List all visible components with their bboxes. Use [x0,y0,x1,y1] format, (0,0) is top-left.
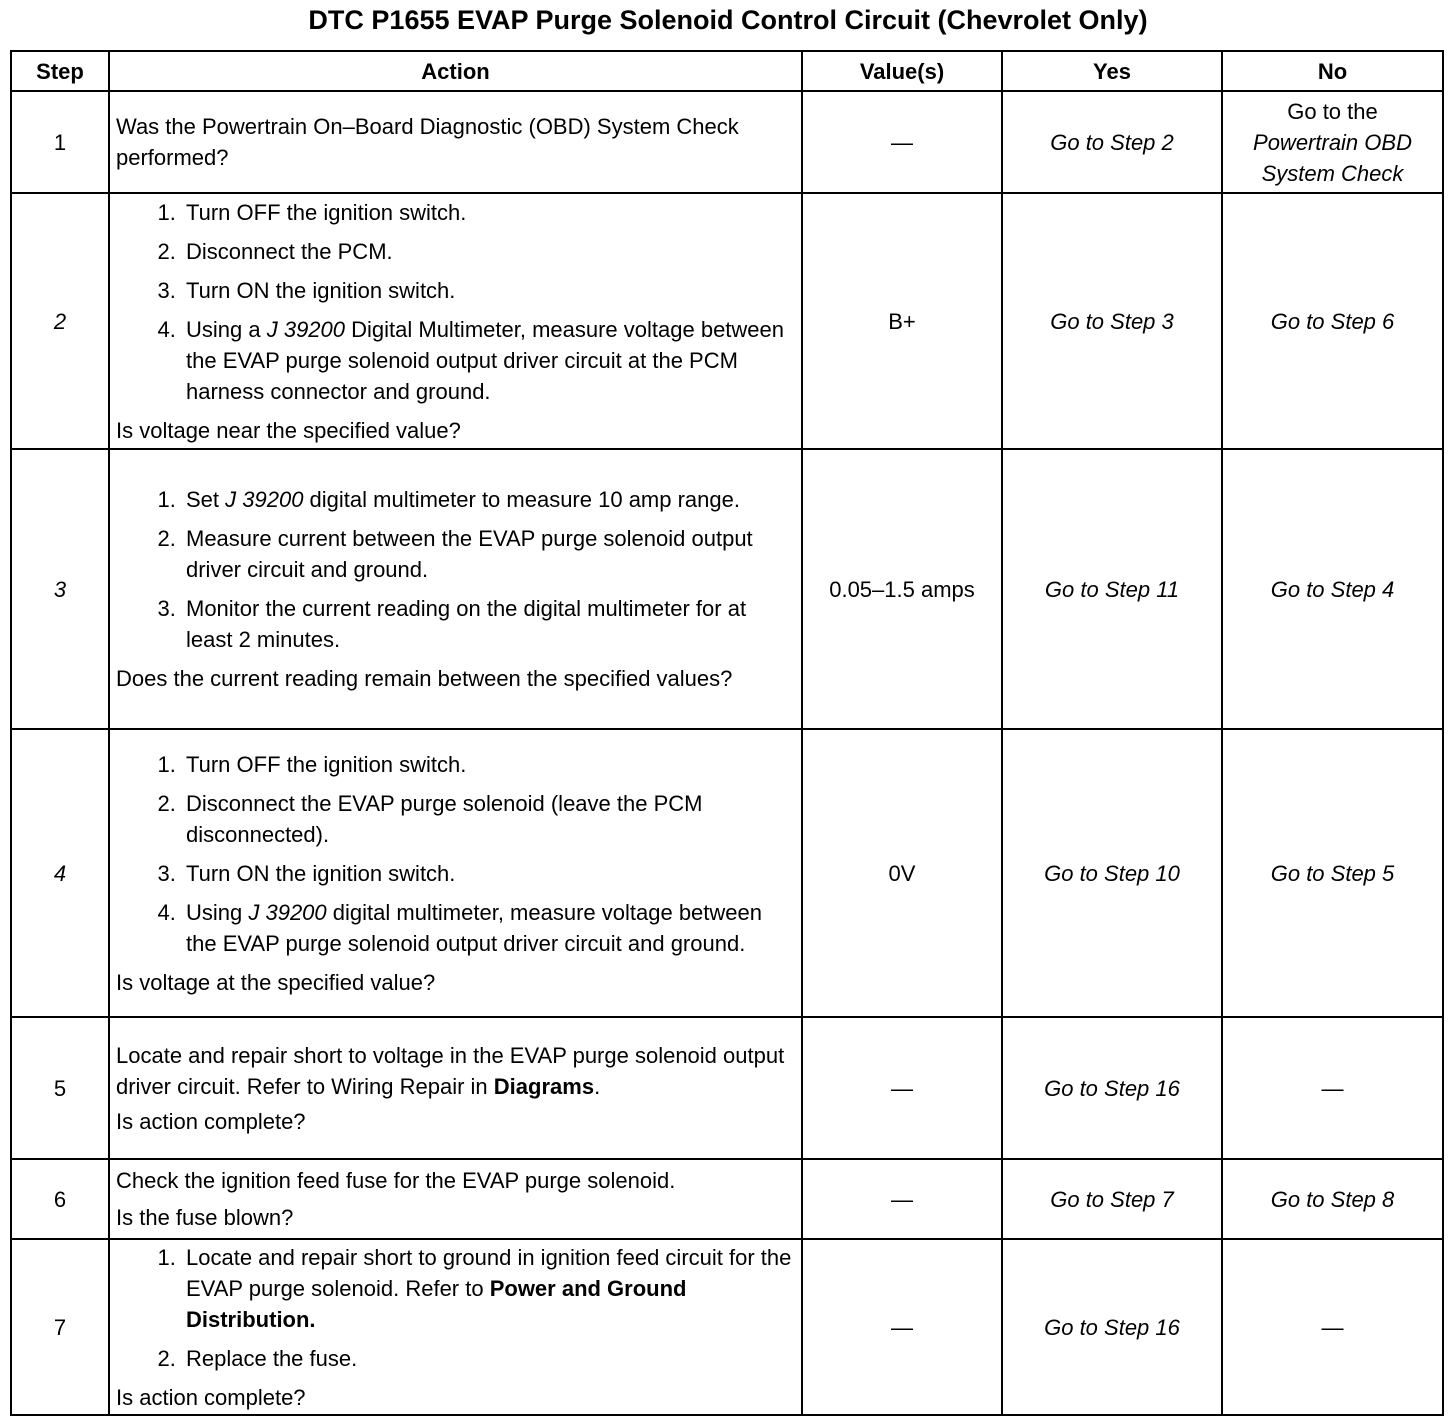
action-step: 2. Disconnect the EVAP purge solenoid (leave the PCM disconnected). [182,788,795,850]
value-cell: — [802,1239,1002,1415]
header-no: No [1222,51,1443,91]
step-text: Locate and repair short to ground in ignition feed circuit for the EVAP purge solenoid. Refer to [186,1244,792,1301]
yes-cell: Go to Step 7 [1002,1159,1222,1239]
action-cell [109,193,802,449]
action-text: Was the Powertrain On–Board Diagnostic (OBD) System Check performed? [116,114,739,170]
action-step: 2. Disconnect the PCM. [182,236,795,267]
action-step [182,314,795,407]
no-line: System Check [1261,160,1404,186]
page-title: DTC P1655 EVAP Purge Solenoid Control Circuit (Chevrolet Only) [308,5,1148,35]
action-step [182,897,795,959]
value-cell: B+ [802,193,1002,449]
step-number: 1 [11,91,109,193]
yes-cell: Go to Step 3 [1002,193,1222,449]
step-number: 3 [11,449,109,729]
action-cell [109,729,802,1017]
yes-cell: Go to Step 11 [1002,449,1222,729]
value-cell: 0.05–1.5 amps [802,449,1002,729]
step-number: 6 [11,1159,109,1239]
header-row [11,51,1443,91]
yes-cell: Go to Step 16 [1002,1239,1222,1415]
action-question: Is voltage at the specified value? [116,969,436,995]
no-cell: Go to Step 8 [1222,1159,1443,1239]
no-line: Go to the [1287,98,1378,124]
step-text: Using a [186,316,267,342]
step-text: digital multimeter to measure 10 amp range. [303,487,740,512]
action-step: 1. Turn OFF the ignition switch. [182,749,795,780]
yes-cell: Go to Step 2 [1002,91,1222,193]
action-step [182,484,795,515]
no-cell: — [1222,1017,1443,1159]
step-number: 7 [11,1239,109,1415]
step-number: 4 [11,729,109,1017]
action-cell [109,1239,802,1415]
action-steps [116,1242,795,1374]
table-row [11,91,1443,193]
action-question: Is the fuse blown? [116,1205,294,1230]
action-step: 1. Turn OFF the ignition switch. [182,197,795,228]
action-question: Is voltage near the specified value? [116,417,461,443]
action-steps [116,484,795,655]
action-cell [109,449,802,729]
action-step: 2. Measure current between the EVAP purge solenoid output driver circuit and ground. [182,523,795,585]
tool-name: J 39200 [266,316,346,342]
yes-cell: Go to Step 16 [1002,1017,1222,1159]
step-text: Set [186,487,226,512]
reference-link-text: Power and Ground Distribution. [186,1275,687,1332]
diagnostic-table [10,50,1444,1416]
no-cell [1222,91,1443,193]
table-row [11,193,1443,449]
action-question: Is action complete? [116,1384,306,1410]
header-action: Action [109,51,802,91]
value-cell: — [802,1159,1002,1239]
action-step: 3. Turn ON the ignition switch. [182,858,795,889]
step-text: Digital Multimeter, measure voltage between the EVAP purge solenoid output driver circuit at the PCM harness connector and ground. [186,316,785,404]
table-row [11,729,1443,1017]
action-cell [109,1159,802,1239]
value-cell: 0V [802,729,1002,1017]
table-row [11,449,1443,729]
action-step [182,1242,795,1335]
action-step: 3. Monitor the current reading on the digital multimeter for at least 2 minutes. [182,593,795,655]
step-text: Using [186,899,249,925]
header-yes: Yes [1002,51,1222,91]
tool-name: J 39200 [225,487,304,512]
step-number: 2 [11,193,109,449]
table-row [11,1017,1443,1159]
reference-link-text: Diagrams [493,1073,595,1099]
action-steps [116,197,795,407]
value-cell: — [802,91,1002,193]
header-value: Value(s) [802,51,1002,91]
action-question: Is action complete? [116,1108,306,1134]
no-cell: Go to Step 5 [1222,729,1443,1017]
no-cell: Go to Step 6 [1222,193,1443,449]
action-cell [109,1017,802,1159]
table-row [11,1159,1443,1239]
action-cell [109,91,802,193]
no-line: Powertrain OBD [1253,129,1412,155]
action-step: 3. Turn ON the ignition switch. [182,275,795,306]
action-text: Check the ignition feed fuse for the EVAP purge solenoid. [116,1168,676,1193]
value-cell: — [802,1017,1002,1159]
tool-name: J 39200 [248,899,327,925]
step-number: 5 [11,1017,109,1159]
action-step: 2. Replace the fuse. [182,1343,795,1374]
action-steps [116,749,795,959]
header-step: Step [11,51,109,91]
action-text: Locate and repair short to voltage in the EVAP purge solenoid output driver circuit. Refer to Wiring Repair in [116,1042,785,1099]
no-cell: — [1222,1239,1443,1415]
step-text: digital multimeter, measure voltage between the EVAP purge solenoid output driver circuit and ground. [186,899,762,956]
action-text: . [594,1073,601,1099]
action-question: Does the current reading remain between the specified values? [116,666,733,691]
table-row [11,1239,1443,1415]
yes-cell: Go to Step 10 [1002,729,1222,1017]
no-cell: Go to Step 4 [1222,449,1443,729]
